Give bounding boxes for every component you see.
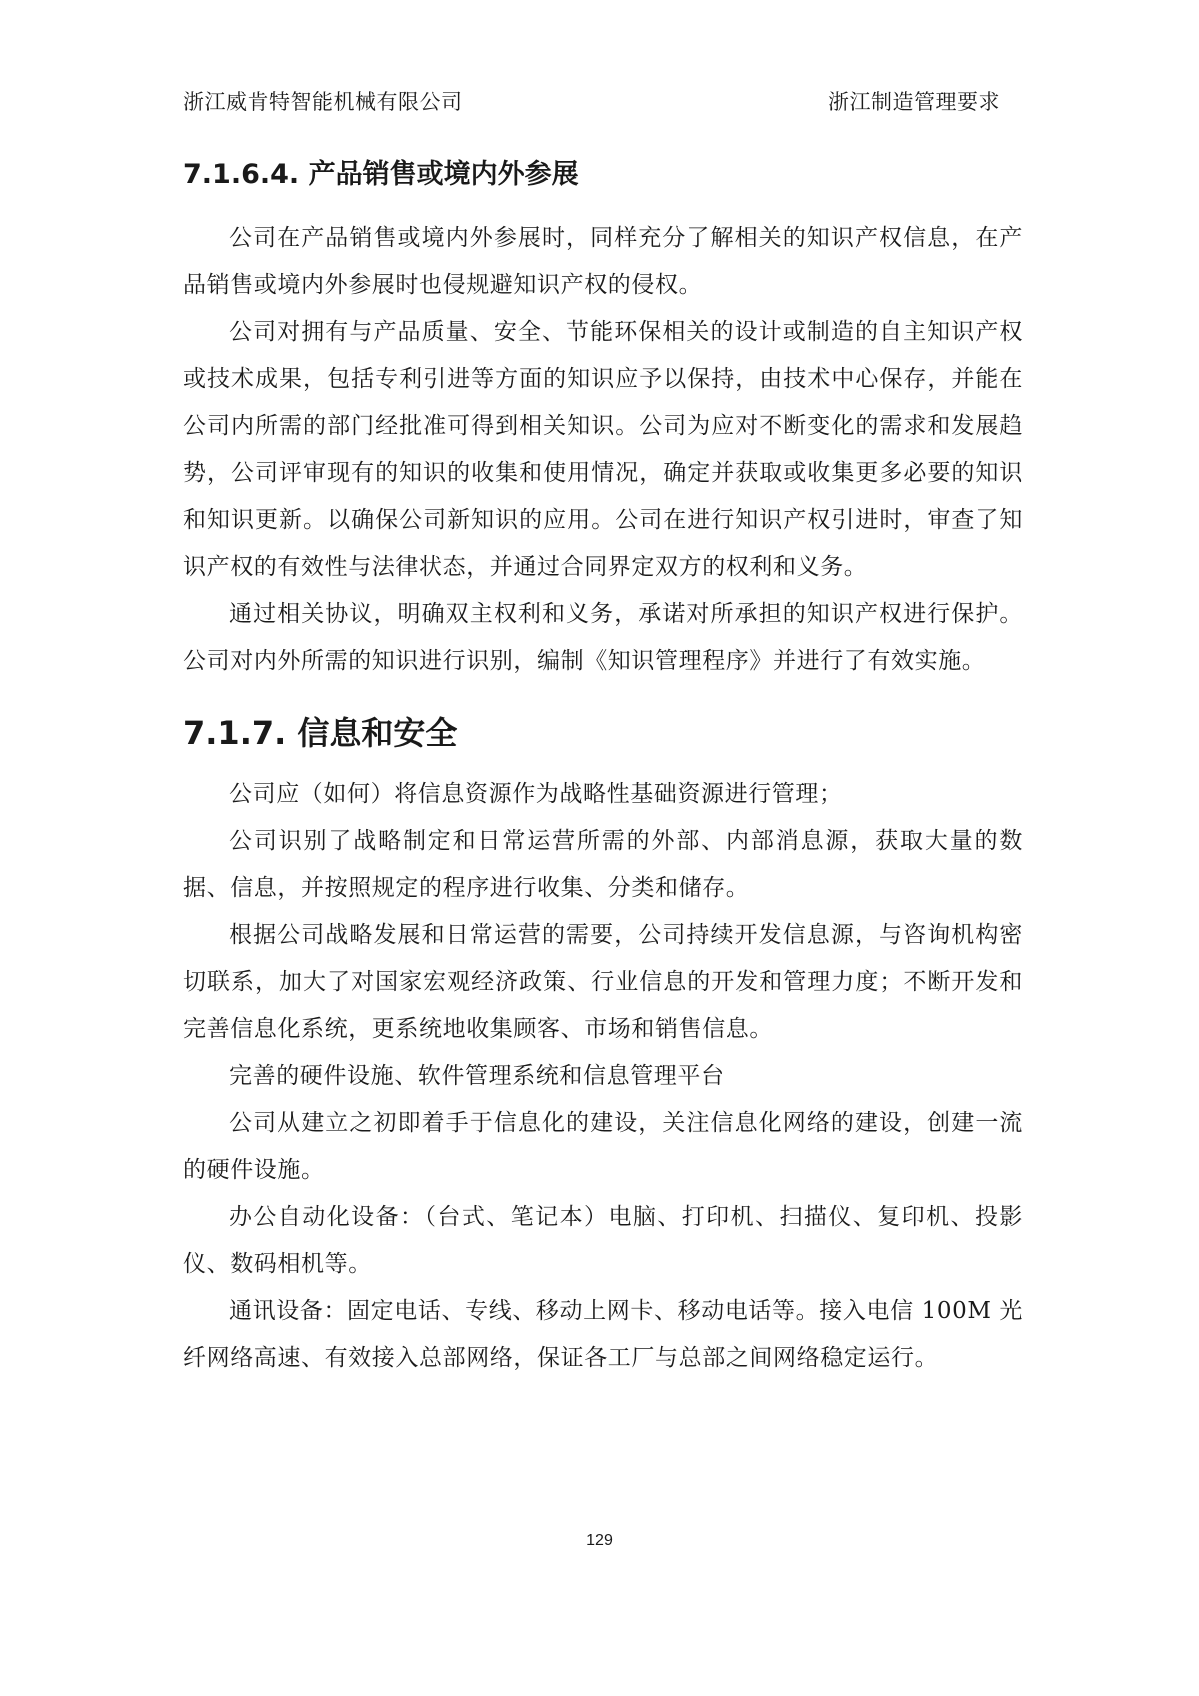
section-heading-7-1-7: 7.1.7. 信息和安全	[183, 714, 458, 752]
page-content	[183, 155, 1023, 1382]
paragraph: 公司从建立之初即着手于信息化的建设，关注信息化网络的建设，创建一流的硬件设施。	[183, 1110, 1023, 1183]
section-heading-7-1-6-4: 7.1.6.4. 产品销售或境内外参展	[183, 159, 579, 190]
paragraph: 根据公司战略发展和日常运营的需要，公司持续开发信息源，与咨询机构密切联系，加大了对国家宏观经济政策、行业信息的开发和管理力度；不断开发和完善信息化系统，更系统地收集顾客、市场和销售信息。	[183, 922, 1023, 1042]
paragraph: 完善的硬件设施、软件管理系统和信息管理平台	[229, 1063, 725, 1089]
paragraph: 公司对拥有与产品质量、安全、节能环保相关的设计或制造的自主知识产权或技术成果，包括专利引进等方面的知识应予以保持，由技术中心保存，并能在公司内所需的部门经批准可得到相关知识。公司为应对不断变化的需求和发展趋势，公司评审现有的知识的收集和使用情况，确定并获取或收集更多必要的知识和知识更新。以确保公司新知识的应用。公司在进行知识产权引进时，审查了知识产权的有效性与法律状态，并通过合同界定双方的权利和义务。	[183, 319, 1023, 580]
header-document-title: 浙江制造管理要求	[828, 90, 1000, 114]
paragraph: 公司应（如何）将信息资源作为战略性基础资源进行管理；	[229, 781, 843, 807]
paragraph: 通讯设备：固定电话、专线、移动上网卡、移动电话等。接入电信 100M 光纤网络高速、有效接入总部网络，保证各工厂与总部之间网络稳定运行。	[183, 1298, 1024, 1371]
paragraph: 通过相关协议，明确双主权利和义务，承诺对所承担的知识产权进行保护。公司对内外所需的知识进行识别，编制《知识管理程序》并进行了有效实施。	[183, 601, 1023, 674]
paragraph: 公司识别了战略制定和日常运营所需的外部、内部消息源，获取大量的数据、信息，并按照规定的程序进行收集、分类和储存。	[183, 828, 1023, 901]
header-company-name: 浙江威肯特智能机械有限公司	[183, 90, 463, 114]
page-number: 129	[586, 1532, 613, 1549]
paragraph: 公司在产品销售或境内外参展时，同样充分了解相关的知识产权信息，在产品销售或境内外参展时也侵规避知识产权的侵权。	[183, 225, 1023, 298]
paragraph: 办公自动化设备：（台式、笔记本）电脑、打印机、扫描仪、复印机、投影仪、数码相机等。	[183, 1204, 1023, 1277]
